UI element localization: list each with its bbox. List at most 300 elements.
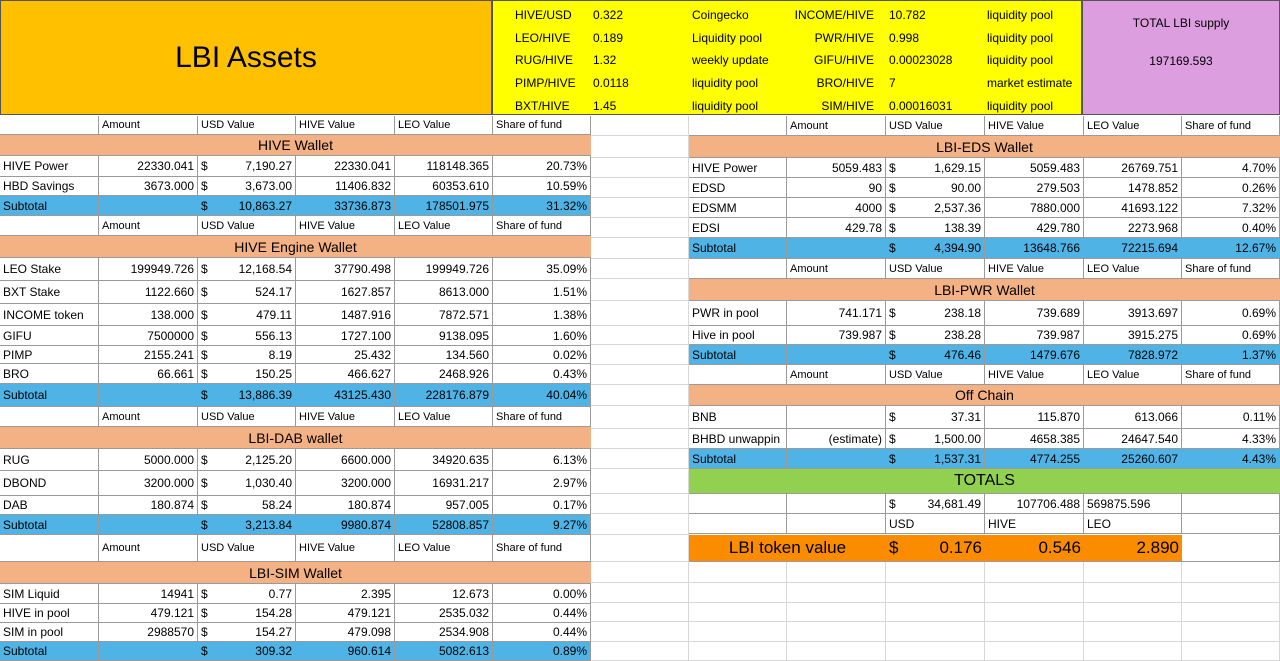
column-header: LEO Value [395, 407, 493, 427]
column-header: HIVE Value [296, 407, 395, 427]
rate-cell: 0.322 [593, 8, 624, 22]
supply-label: TOTAL LBI supply [1132, 16, 1230, 30]
hive-value-cell: 1487.916 [296, 304, 395, 326]
empty-grid-cell [591, 259, 689, 279]
empty-grid-cell [985, 603, 1084, 622]
leo-value-cell: 228176.879 [395, 384, 493, 407]
usd-value-cell [198, 346, 296, 364]
amount-cell: 5000.000 [99, 449, 198, 471]
hive-value-cell: 9980.874 [296, 515, 395, 535]
rate-cell: 0.998 [889, 30, 920, 45]
data-row [689, 429, 1280, 449]
share-cell: 0.11% [1182, 406, 1280, 429]
share-cell: 1.51% [493, 281, 591, 304]
empty-cell [689, 514, 787, 534]
rate-cell: weekly update [692, 53, 769, 68]
share-cell: 0.69% [1182, 301, 1280, 326]
row-label: SIM in pool [0, 623, 99, 642]
hive-value-cell: 2.395 [296, 584, 395, 604]
amount-cell: 4000 [787, 198, 886, 218]
dollar-sign: $ [889, 160, 896, 175]
column-header [0, 116, 99, 135]
usd-value-cell [198, 642, 296, 661]
hive-value-cell: 43125.430 [296, 384, 395, 407]
lbi-supply-panel [1082, 0, 1280, 115]
wallet-title-row [0, 427, 591, 449]
column-header [0, 407, 99, 427]
amount-cell: 479.121 [99, 604, 198, 623]
usd-amount: 524.17 [255, 285, 292, 299]
rate-cell: liquidity pool [987, 53, 1054, 68]
usd-amount: 10,863.27 [238, 198, 292, 213]
share-cell: 0.40% [1182, 218, 1280, 238]
row-label: PIMP [0, 346, 99, 364]
column-header: USD Value [198, 216, 296, 236]
empty-grid-cell [591, 494, 689, 514]
leo-value-cell: 5082.613 [395, 642, 493, 661]
dollar-sign: $ [201, 328, 208, 343]
column-header: USD Value [886, 259, 985, 279]
rate-cell: SIM/HIVE [821, 98, 874, 113]
column-header: Amount [99, 116, 198, 135]
hive-value-cell: 739.987 [985, 326, 1084, 345]
column-header: Share of fund [493, 535, 591, 562]
share-cell: 0.69% [1182, 326, 1280, 345]
dollar-sign: $ [201, 366, 208, 381]
empty-grid-cell [689, 603, 787, 622]
exchange-rates-panel [492, 0, 1082, 115]
wallet-title-row [689, 385, 1280, 406]
hive-value-cell: 33736.873 [296, 196, 395, 216]
hive-value-cell: 429.780 [985, 218, 1084, 238]
data-row [0, 449, 591, 471]
rate-cell: liquidity pool [987, 98, 1054, 113]
usd-value-cell [198, 258, 296, 281]
share-cell: 1.38% [493, 304, 591, 326]
unit-label: USD [886, 514, 985, 534]
usd-value-cell [886, 238, 985, 259]
usd-amount: 1,030.40 [245, 476, 292, 490]
empty-grid-cell [787, 642, 886, 661]
lbi-token-value-row [689, 535, 1280, 562]
empty-grid-cell [985, 583, 1084, 603]
usd-value-cell [198, 584, 296, 604]
dollar-sign: $ [201, 347, 208, 362]
row-label: SIM Liquid [0, 584, 99, 604]
amount-cell: 180.874 [99, 496, 198, 515]
amount-cell: 2988570 [99, 623, 198, 642]
wallet-title-row [0, 135, 591, 156]
usd-value-cell [198, 364, 296, 384]
dollar-sign: $ [889, 306, 896, 320]
hive-value-cell: 25.432 [296, 346, 395, 364]
totals-row [689, 469, 1280, 494]
empty-grid-cell [1182, 642, 1280, 661]
share-cell: 4.33% [1182, 429, 1280, 449]
usd-amount: 138.39 [944, 220, 981, 235]
column-header-row [0, 216, 591, 236]
share-cell: 35.09% [493, 258, 591, 281]
amount-cell: 1122.660 [99, 281, 198, 304]
column-header: Amount [787, 116, 886, 136]
column-header-row [0, 116, 591, 135]
column-header-row [689, 259, 1280, 279]
usd-amount: 58.24 [261, 498, 292, 512]
hive-value-cell: 3200.000 [296, 471, 395, 496]
hive-value-cell: 739.689 [985, 301, 1084, 326]
column-header: Amount [99, 407, 198, 427]
hive-value-cell: 37790.498 [296, 258, 395, 281]
amount-cell [787, 449, 886, 469]
share-cell: 10.59% [493, 177, 591, 196]
leo-value-cell: 178501.975 [395, 196, 493, 216]
empty-grid-cell [689, 583, 787, 603]
data-row [689, 326, 1280, 345]
usd-amount: 476.46 [944, 347, 981, 362]
column-header-row [0, 535, 591, 562]
column-header: USD Value [198, 535, 296, 562]
usd-value-cell [886, 429, 985, 449]
usd-value-cell [198, 304, 296, 326]
empty-grid-cell [591, 642, 689, 661]
column-header: Share of fund [1182, 116, 1280, 136]
empty-grid-cell [591, 136, 689, 158]
dollar-sign: $ [201, 517, 208, 532]
data-row [0, 604, 591, 623]
hive-value-cell: 115.870 [985, 406, 1084, 429]
amount-cell: 66.661 [99, 364, 198, 384]
amount-cell [99, 515, 198, 535]
column-header: Amount [99, 535, 198, 562]
rate-cell: liquidity pool [987, 30, 1054, 45]
leo-value-cell: 34920.635 [395, 449, 493, 471]
sheet-title: LBI Assets [0, 0, 492, 115]
leo-value-cell: 3913.697 [1084, 301, 1182, 326]
hive-value-cell: 13648.766 [985, 238, 1084, 259]
leo-value-cell: 8613.000 [395, 281, 493, 304]
column-header: LEO Value [1084, 259, 1182, 279]
data-row [0, 326, 591, 346]
leo-value-cell: 2468.926 [395, 364, 493, 384]
share-cell: 0.44% [493, 604, 591, 623]
amount-cell: 741.171 [787, 301, 886, 326]
dollar-sign: $ [201, 285, 208, 299]
leo-value-cell: 9138.095 [395, 326, 493, 346]
data-row [689, 158, 1280, 178]
column-header [689, 259, 787, 279]
column-header [0, 216, 99, 236]
usd-amount: 1,537.31 [934, 451, 981, 466]
wallet-title: LBI-DAB wallet [0, 427, 591, 449]
hive-value-cell: 479.121 [296, 604, 395, 623]
dollar-sign: $ [201, 388, 208, 402]
empty-grid-cell [591, 583, 689, 603]
usd-value-cell [198, 177, 296, 196]
data-row [0, 623, 591, 642]
usd-value-cell [198, 515, 296, 535]
empty-grid-cell [1084, 622, 1182, 642]
rate-cell: 7 [889, 76, 896, 91]
dollar-sign: $ [889, 200, 896, 215]
empty-grid-cell [591, 514, 689, 535]
hive-value-cell: 4774.255 [985, 449, 1084, 469]
total-usd [886, 494, 985, 514]
usd-amount: 154.27 [255, 625, 292, 639]
rate-cell: Coingecko [692, 8, 749, 22]
empty-grid-cell [1182, 603, 1280, 622]
leo-value-cell: 118148.365 [395, 156, 493, 177]
rate-cell: liquidity pool [692, 98, 759, 113]
wallet-title: LBI-SIM Wallet [0, 562, 591, 584]
data-row [0, 496, 591, 515]
empty-grid-cell [886, 622, 985, 642]
hive-value-cell: 279.503 [985, 178, 1084, 198]
row-label: Subtotal [0, 196, 99, 216]
row-label: RUG [0, 449, 99, 471]
wallet-title-row [689, 136, 1280, 158]
data-row [0, 346, 591, 364]
empty-grid-cell [787, 583, 886, 603]
row-label: Subtotal [689, 449, 787, 469]
leo-value-cell: 1478.852 [1084, 178, 1182, 198]
rate-cell: 0.0118 [593, 76, 629, 91]
empty-grid-cell [689, 622, 787, 642]
leo-value-cell: 52808.857 [395, 515, 493, 535]
row-label: INCOME token [0, 304, 99, 326]
row-label: PWR in pool [689, 301, 787, 326]
row-label: BNB [689, 406, 787, 429]
column-header: LEO Value [395, 216, 493, 236]
leo-value-cell: 3915.275 [1084, 326, 1182, 345]
hive-value-cell: 1627.857 [296, 281, 395, 304]
column-header [0, 535, 99, 562]
usd-amount: 12,168.54 [238, 262, 292, 276]
empty-grid-cell [985, 562, 1084, 583]
data-row [689, 198, 1280, 218]
empty-grid-cell [591, 603, 689, 622]
rate-cell: INCOME/HIVE [794, 8, 874, 22]
share-cell: 4.70% [1182, 158, 1280, 178]
usd-amount: 1,629.15 [934, 160, 981, 175]
amount-cell: 199949.726 [99, 258, 198, 281]
usd-amount: 309.32 [255, 644, 292, 658]
leo-value-cell: 199949.726 [395, 258, 493, 281]
empty-cell [1182, 514, 1280, 534]
data-row [689, 301, 1280, 326]
amount-cell: 7500000 [99, 326, 198, 346]
share-cell: 4.43% [1182, 449, 1280, 469]
leo-value-cell: 12.673 [395, 584, 493, 604]
column-header: HIVE Value [296, 116, 395, 135]
rate-cell: PIMP/HIVE [515, 76, 576, 91]
data-row [0, 364, 591, 384]
wallet-title: Off Chain [689, 385, 1280, 406]
usd-value-cell [886, 158, 985, 178]
dollar-sign: $ [889, 328, 896, 342]
usd-amount: 2,537.36 [934, 200, 981, 215]
amount-cell [787, 406, 886, 429]
wallet-title-row [689, 279, 1280, 301]
row-label: BRO [0, 364, 99, 384]
data-row [0, 471, 591, 496]
empty-grid-cell [591, 218, 689, 238]
empty-grid-cell [787, 562, 886, 583]
dollar-sign: $ [889, 180, 896, 195]
usd-value-cell [198, 384, 296, 407]
column-header: HIVE Value [296, 216, 395, 236]
supply-value: 197169.593 [1149, 54, 1213, 68]
leo-value-cell: 72215.694 [1084, 238, 1182, 259]
rate-cell: BXT/HIVE [515, 98, 570, 113]
empty-grid-cell [591, 158, 689, 178]
amount-cell: 5059.483 [787, 158, 886, 178]
lbi-usd: 0.176 [939, 538, 982, 557]
empty-cell [689, 494, 787, 514]
empty-grid-cell [886, 603, 985, 622]
row-label: GIFU [0, 326, 99, 346]
data-row [0, 304, 591, 326]
usd-value-cell [886, 345, 985, 365]
amount-cell: 3673.000 [99, 177, 198, 196]
rate-cell: liquidity pool [987, 8, 1054, 22]
subtotal-row [689, 345, 1280, 365]
usd-value-cell [886, 449, 985, 469]
usd-value-cell [198, 623, 296, 642]
row-label: Subtotal [0, 384, 99, 407]
hive-value-cell: 180.874 [296, 496, 395, 515]
empty-grid-cell [591, 406, 689, 429]
hive-value-cell: 466.627 [296, 364, 395, 384]
amount-cell: (estimate) [787, 429, 886, 449]
rate-cell: 10.782 [889, 8, 926, 22]
lbi-leo-value: 2.890 [1084, 535, 1182, 562]
empty-grid-cell [886, 642, 985, 661]
column-header: USD Value [886, 365, 985, 385]
empty-grid-cell [591, 622, 689, 642]
share-cell: 12.67% [1182, 238, 1280, 259]
column-header: Share of fund [1182, 259, 1280, 279]
dollar-sign: $ [201, 307, 208, 322]
column-header-row [689, 116, 1280, 136]
leo-value-cell: 2534.908 [395, 623, 493, 642]
row-label: Subtotal [689, 345, 787, 365]
leo-value-cell: 24647.540 [1084, 429, 1182, 449]
subtotal-row [689, 449, 1280, 469]
hive-value-cell: 4658.385 [985, 429, 1084, 449]
amount-cell [787, 345, 886, 365]
amount-cell: 2155.241 [99, 346, 198, 364]
usd-value-cell [886, 406, 985, 429]
row-label: HBD Savings [0, 177, 99, 196]
subtotal-row [0, 196, 591, 216]
leo-value-cell: 134.560 [395, 346, 493, 364]
row-label: Subtotal [0, 642, 99, 661]
dollar-sign: $ [201, 452, 208, 467]
empty-grid-cell [591, 326, 689, 345]
leo-value-cell: 25260.607 [1084, 449, 1182, 469]
column-header: Share of fund [493, 116, 591, 135]
amount-cell: 3200.000 [99, 471, 198, 496]
empty-grid-cell [591, 469, 689, 494]
leo-value-cell: 613.066 [1084, 406, 1182, 429]
empty-grid-cell [591, 449, 689, 469]
leo-value-cell: 16931.217 [395, 471, 493, 496]
hive-value-cell: 1479.676 [985, 345, 1084, 365]
usd-value-cell [886, 326, 985, 345]
usd-value-cell [198, 281, 296, 304]
row-label: Subtotal [0, 515, 99, 535]
usd-amount: 0.77 [268, 586, 292, 601]
data-row [689, 178, 1280, 198]
usd-value-cell [198, 604, 296, 623]
amount-cell: 739.987 [787, 326, 886, 345]
subtotal-row [689, 238, 1280, 259]
empty-grid-cell [985, 622, 1084, 642]
column-header: Amount [99, 216, 198, 236]
totals-title: TOTALS [689, 469, 1280, 494]
empty-grid-cell [689, 562, 787, 583]
lbi-usd-value [886, 535, 985, 562]
empty-grid-cell [1182, 562, 1280, 583]
empty-cell [787, 514, 886, 534]
empty-grid-cell [1182, 583, 1280, 603]
column-header: Amount [787, 365, 886, 385]
usd-amount: 1,500.00 [934, 431, 981, 446]
column-header: HIVE Value [985, 259, 1084, 279]
dollar-sign: $ [201, 606, 208, 620]
rate-cell: 0.189 [593, 30, 624, 45]
leo-value-cell: 26769.751 [1084, 158, 1182, 178]
subtotal-row [0, 384, 591, 407]
usd-amount: 3,213.84 [245, 517, 292, 532]
row-label: HIVE in pool [0, 604, 99, 623]
amount-cell: 90 [787, 178, 886, 198]
rate-cell: BRO/HIVE [816, 76, 874, 91]
share-cell: 1.37% [1182, 345, 1280, 365]
leo-value-cell: 60353.610 [395, 177, 493, 196]
dollar-sign: $ [889, 431, 896, 446]
usd-value-cell [198, 326, 296, 346]
row-label: EDSI [689, 218, 787, 238]
row-label: BHBD unwappin [689, 429, 787, 449]
column-header: USD Value [198, 116, 296, 135]
column-header: HIVE Value [985, 365, 1084, 385]
column-header: USD Value [198, 407, 296, 427]
usd-amount: 150.25 [255, 366, 292, 381]
rate-cell: LEO/HIVE [515, 30, 571, 45]
empty-grid-cell [985, 642, 1084, 661]
wallet-title-row [0, 236, 591, 258]
hive-value-cell: 479.098 [296, 623, 395, 642]
empty-grid-cell [591, 116, 689, 136]
share-cell: 0.89% [493, 642, 591, 661]
data-row [0, 281, 591, 304]
lbi-token-value-bar [689, 535, 1182, 562]
usd-amount: 90.00 [950, 180, 981, 195]
dollar-sign: $ [201, 179, 208, 193]
empty-grid-cell [787, 622, 886, 642]
amount-cell: 14941 [99, 584, 198, 604]
share-cell: 2.97% [493, 471, 591, 496]
empty-cell [1182, 535, 1280, 562]
share-cell: 31.32% [493, 196, 591, 216]
wallet-title: HIVE Engine Wallet [0, 236, 591, 258]
empty-grid-cell [591, 198, 689, 218]
wallet-title: HIVE Wallet [0, 135, 591, 156]
rate-cell: PWR/HIVE [814, 30, 874, 45]
wallet-title: LBI-PWR Wallet [689, 279, 1280, 301]
empty-cell [787, 494, 886, 514]
